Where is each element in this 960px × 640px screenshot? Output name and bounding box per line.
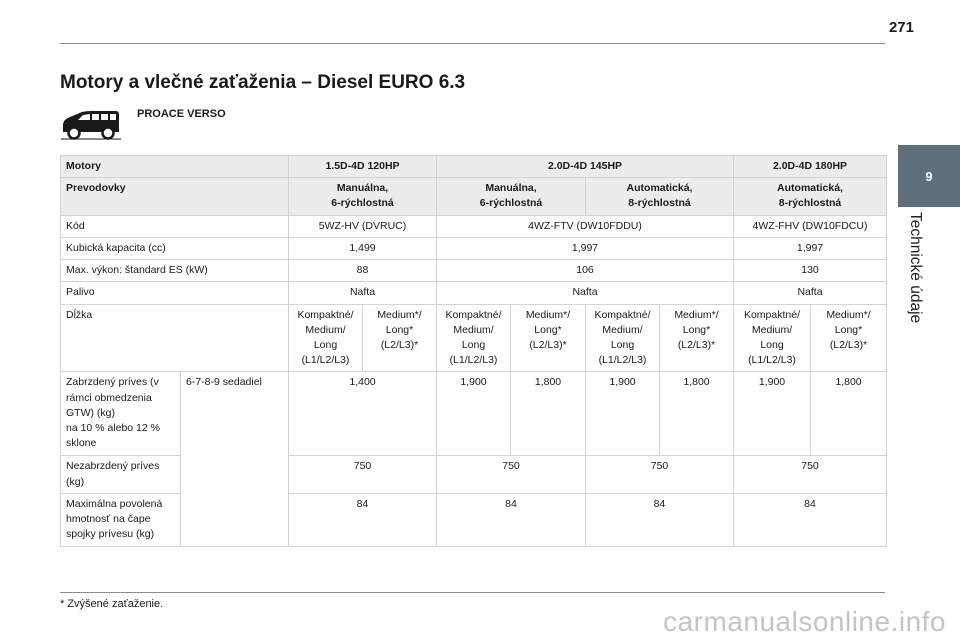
model-name: PROACE VERSO: [137, 108, 226, 120]
length-cell: Medium*/ Long* (L2/L3)*: [811, 304, 887, 372]
row-label: Maximálna povolená hmotnosť na čape spojky prívesu (kg): [61, 493, 181, 546]
van-icon: [60, 107, 122, 141]
length-cell: Medium*/ Long* (L2/L3)*: [660, 304, 734, 372]
braked-cell: 1,900: [586, 372, 660, 456]
engine-cell: 1.5D-4D 120HP: [289, 156, 437, 178]
watermark: carmanualsonline.info: [663, 606, 946, 637]
seats-cell: 6-7-8-9 sedadiel: [181, 372, 289, 546]
engine-cell: 2.0D-4D 145HP: [437, 156, 734, 178]
chapter-tab[interactable]: 9: [898, 145, 960, 207]
power-cell: 130: [734, 260, 887, 282]
length-cell: Medium*/ Long* (L2/L3)*: [363, 304, 437, 372]
length-row: [61, 304, 887, 372]
transmission-row: [61, 178, 887, 215]
length-cell: Kompaktné/ Medium/ Long (L1/L2/L3): [734, 304, 811, 372]
row-label: Prevodovky: [61, 178, 289, 215]
unbraked-cell: 750: [437, 456, 586, 493]
length-cell: Kompaktné/ Medium/ Long (L1/L2/L3): [586, 304, 660, 372]
engine-cell: 2.0D-4D 180HP: [734, 156, 887, 178]
transmission-cell: Automatická, 8-rýchlostná: [586, 178, 734, 215]
power-cell: 88: [289, 260, 437, 282]
row-label: Motory: [61, 156, 289, 178]
braked-cell: 1,800: [511, 372, 586, 456]
row-label: Dĺžka: [61, 304, 289, 372]
page-number: 271: [888, 19, 914, 36]
capacity-cell: 1,997: [437, 237, 734, 259]
row-label: Kubická kapacita (cc): [61, 237, 289, 259]
length-cell: Kompaktné/ Medium/ Long (L1/L2/L3): [289, 304, 363, 372]
fuel-row: [61, 282, 887, 304]
braked-cell: 1,900: [437, 372, 511, 456]
transmission-cell: Manuálna, 6-rýchlostná: [289, 178, 437, 215]
row-label: Kód: [61, 215, 289, 237]
braked-cell: 1,800: [660, 372, 734, 456]
code-cell: 4WZ-FHV (DW10FDCU): [734, 215, 887, 237]
transmission-cell: Automatická, 8-rýchlostná: [734, 178, 887, 215]
fuel-cell: Nafta: [289, 282, 437, 304]
chapter-title: [900, 212, 930, 342]
engine-spec-table: [60, 155, 887, 547]
braked-cell: 1,800: [811, 372, 887, 456]
power-cell: 106: [437, 260, 734, 282]
engines-row: [61, 156, 887, 178]
chapter-title-text: Technické údaje: [907, 212, 924, 324]
hitch-cell: 84: [437, 493, 586, 546]
row-label: Zabrzdený príves (v rámci obmedzenia GTW) (kg) na 10 % alebo 12 % sklone: [61, 372, 181, 456]
braked-trailer-row: [61, 372, 887, 456]
capacity-row: [61, 237, 887, 259]
footnote: * Zvýšené zaťaženie.: [60, 598, 164, 610]
fuel-cell: Nafta: [734, 282, 887, 304]
unbraked-cell: 750: [586, 456, 734, 493]
unbraked-cell: 750: [734, 456, 887, 493]
power-row: [61, 260, 887, 282]
capacity-cell: 1,499: [289, 237, 437, 259]
hitch-cell: 84: [289, 493, 437, 546]
code-cell: 4WZ-FTV (DW10FDDU): [437, 215, 734, 237]
footnote-divider: [60, 592, 885, 593]
hitch-cell: 84: [586, 493, 734, 546]
top-divider: [60, 43, 885, 44]
hitch-cell: 84: [734, 493, 887, 546]
row-label: Nezabrzdený príves (kg): [61, 456, 181, 493]
braked-cell: 1,900: [734, 372, 811, 456]
length-cell: Kompaktné/ Medium/ Long (L1/L2/L3): [437, 304, 511, 372]
fuel-cell: Nafta: [437, 282, 734, 304]
page-title: Motory a vlečné zaťaženia – Diesel EURO 6.3: [60, 72, 466, 93]
row-label: Max. výkon: štandard ES (kW): [61, 260, 289, 282]
code-cell: 5WZ-HV (DVRUC): [289, 215, 437, 237]
unbraked-cell: 750: [289, 456, 437, 493]
transmission-cell: Manuálna, 6-rýchlostná: [437, 178, 586, 215]
row-label: Palivo: [61, 282, 289, 304]
length-cell: Medium*/ Long* (L2/L3)*: [511, 304, 586, 372]
capacity-cell: 1,997: [734, 237, 887, 259]
code-row: [61, 215, 887, 237]
braked-cell: 1,400: [289, 372, 437, 456]
